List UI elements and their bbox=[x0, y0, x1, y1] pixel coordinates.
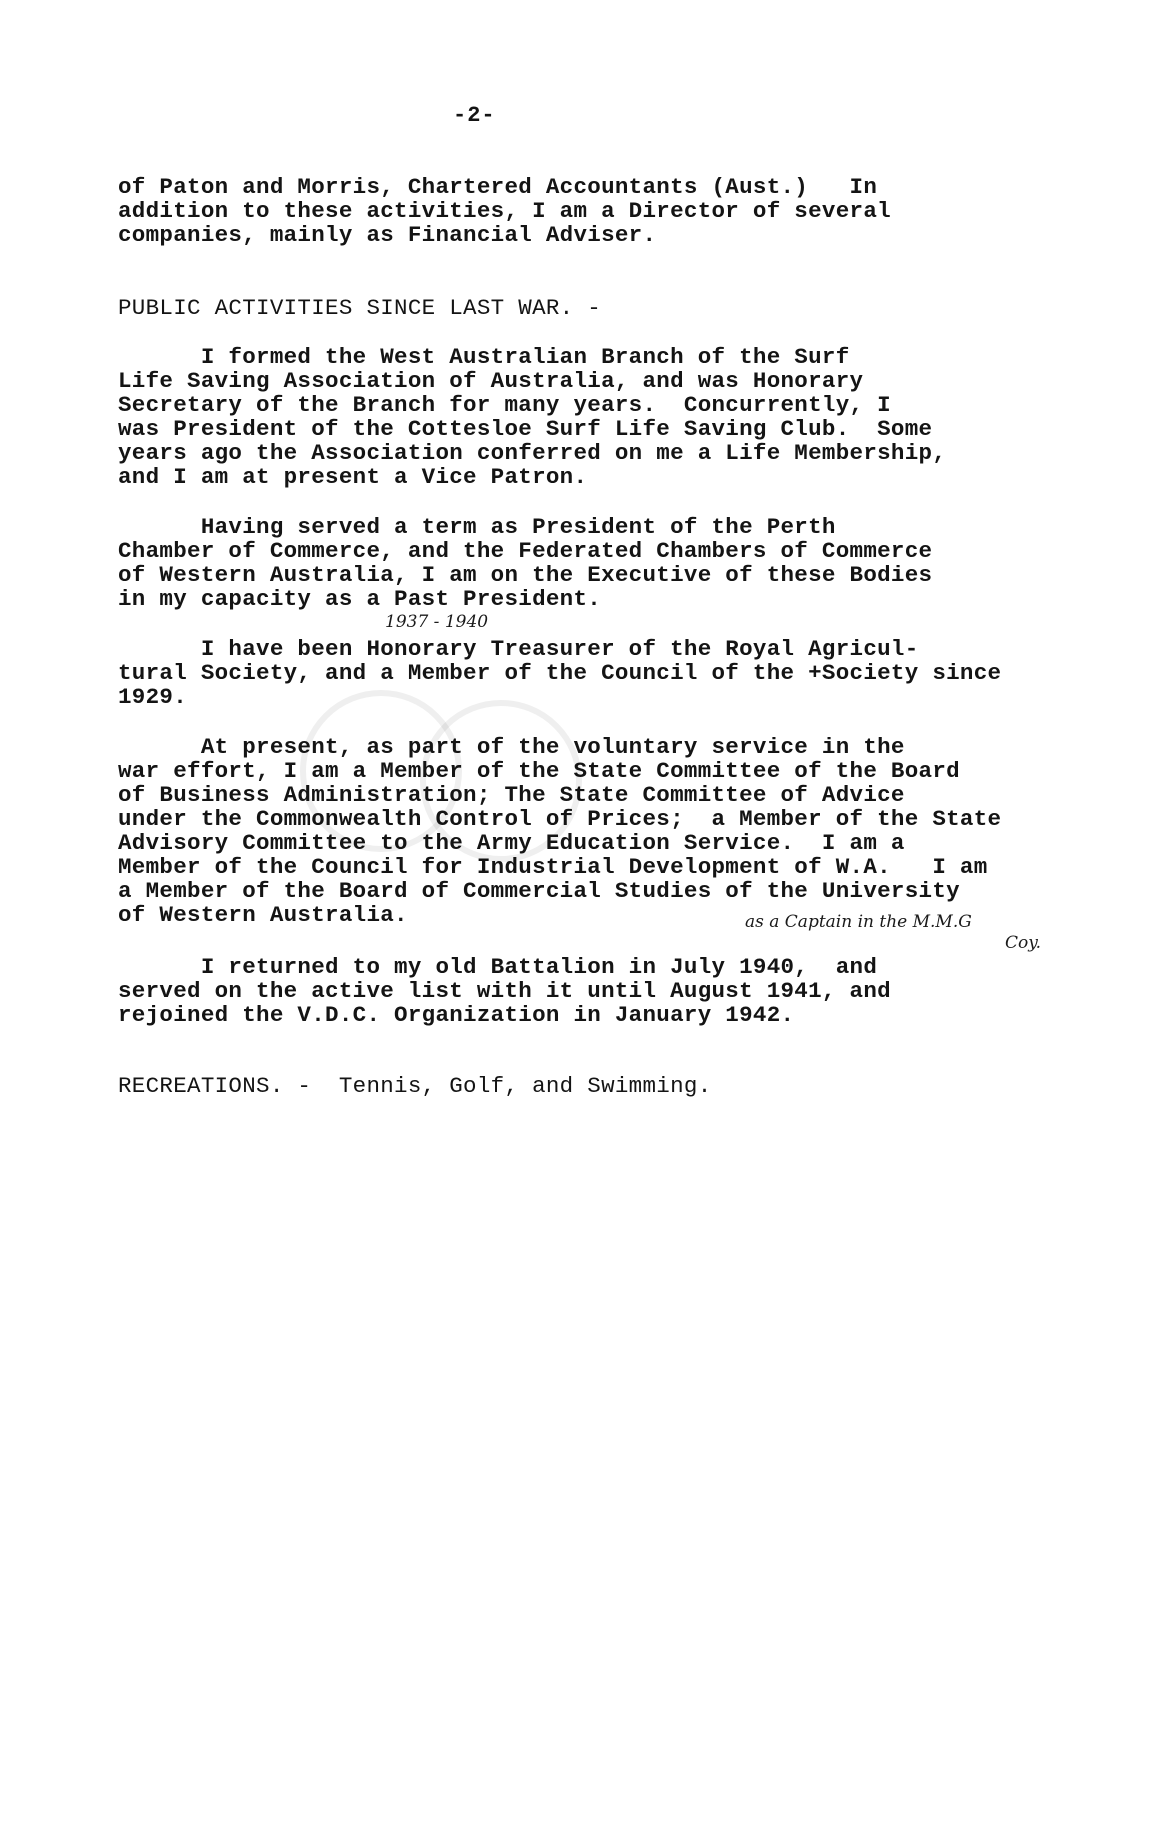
handwritten-years-annotation: 1937 - 1940 bbox=[385, 612, 489, 632]
intro-line-1: of Paton and Morris, Chartered Accountants (Aust.) In bbox=[118, 174, 878, 200]
war-line-8: of Western Australia. bbox=[118, 902, 408, 928]
battalion-line-3: rejoined the V.D.C. Organization in January 1942. bbox=[118, 1002, 795, 1028]
war-line-4: under the Commonwealth Control of Prices; a Member of the State bbox=[118, 806, 1002, 832]
page-number: -2- bbox=[453, 103, 496, 128]
intro-line-3: companies, mainly as Financial Adviser. bbox=[118, 222, 657, 248]
war-line-1: At present, as part of the voluntary service in the bbox=[118, 734, 905, 760]
war-line-3: of Business Administration; The State Committee of Advice bbox=[118, 782, 905, 808]
chamber-line-2: Chamber of Commerce, and the Federated Chambers of Commerce bbox=[118, 538, 933, 564]
battalion-line-1: I returned to my old Battalion in July 1940, and bbox=[118, 954, 878, 980]
agri-line-3: 1929. bbox=[118, 684, 188, 710]
war-line-6: Member of the Council for Industrial Development of W.A. I am bbox=[118, 854, 988, 880]
handwritten-captain-annotation: as a Captain in the M.M.G bbox=[745, 912, 972, 932]
intro-line-2: addition to these activities, I am a Director of several bbox=[118, 198, 891, 224]
war-line-5: Advisory Committee to the Army Education Service. I am a bbox=[118, 830, 905, 856]
section-heading-public-activities: PUBLIC ACTIVITIES SINCE LAST WAR. - bbox=[118, 295, 602, 321]
handwritten-coy-annotation: Coy. bbox=[1005, 933, 1041, 953]
agri-line-2: tural Society, and a Member of the Council of the +Society since bbox=[118, 660, 1002, 686]
surf-line-2: Life Saving Association of Australia, and was Honorary bbox=[118, 368, 864, 394]
surf-line-3: Secretary of the Branch for many years. Concurrently, I bbox=[118, 392, 891, 418]
chamber-line-1: Having served a term as President of the Perth bbox=[118, 514, 836, 540]
agri-line-1: I have been Honorary Treasurer of the Royal Agricul- bbox=[118, 636, 919, 662]
surf-line-1: I formed the West Australian Branch of the Surf bbox=[118, 344, 850, 370]
recreations-line: RECREATIONS. - Tennis, Golf, and Swimming. bbox=[118, 1073, 712, 1099]
surf-line-6: and I am at present a Vice Patron. bbox=[118, 464, 588, 490]
war-line-7: a Member of the Board of Commercial Studies of the University bbox=[118, 878, 960, 904]
battalion-line-2: served on the active list with it until August 1941, and bbox=[118, 978, 891, 1004]
surf-line-4: was President of the Cottesloe Surf Life Saving Club. Some bbox=[118, 416, 933, 442]
chamber-line-4: in my capacity as a Past President. bbox=[118, 586, 602, 612]
surf-line-5: years ago the Association conferred on me a Life Membership, bbox=[118, 440, 947, 466]
war-line-2: war effort, I am a Member of the State Committee of the Board bbox=[118, 758, 960, 784]
chamber-line-3: of Western Australia, I am on the Executive of these Bodies bbox=[118, 562, 933, 588]
